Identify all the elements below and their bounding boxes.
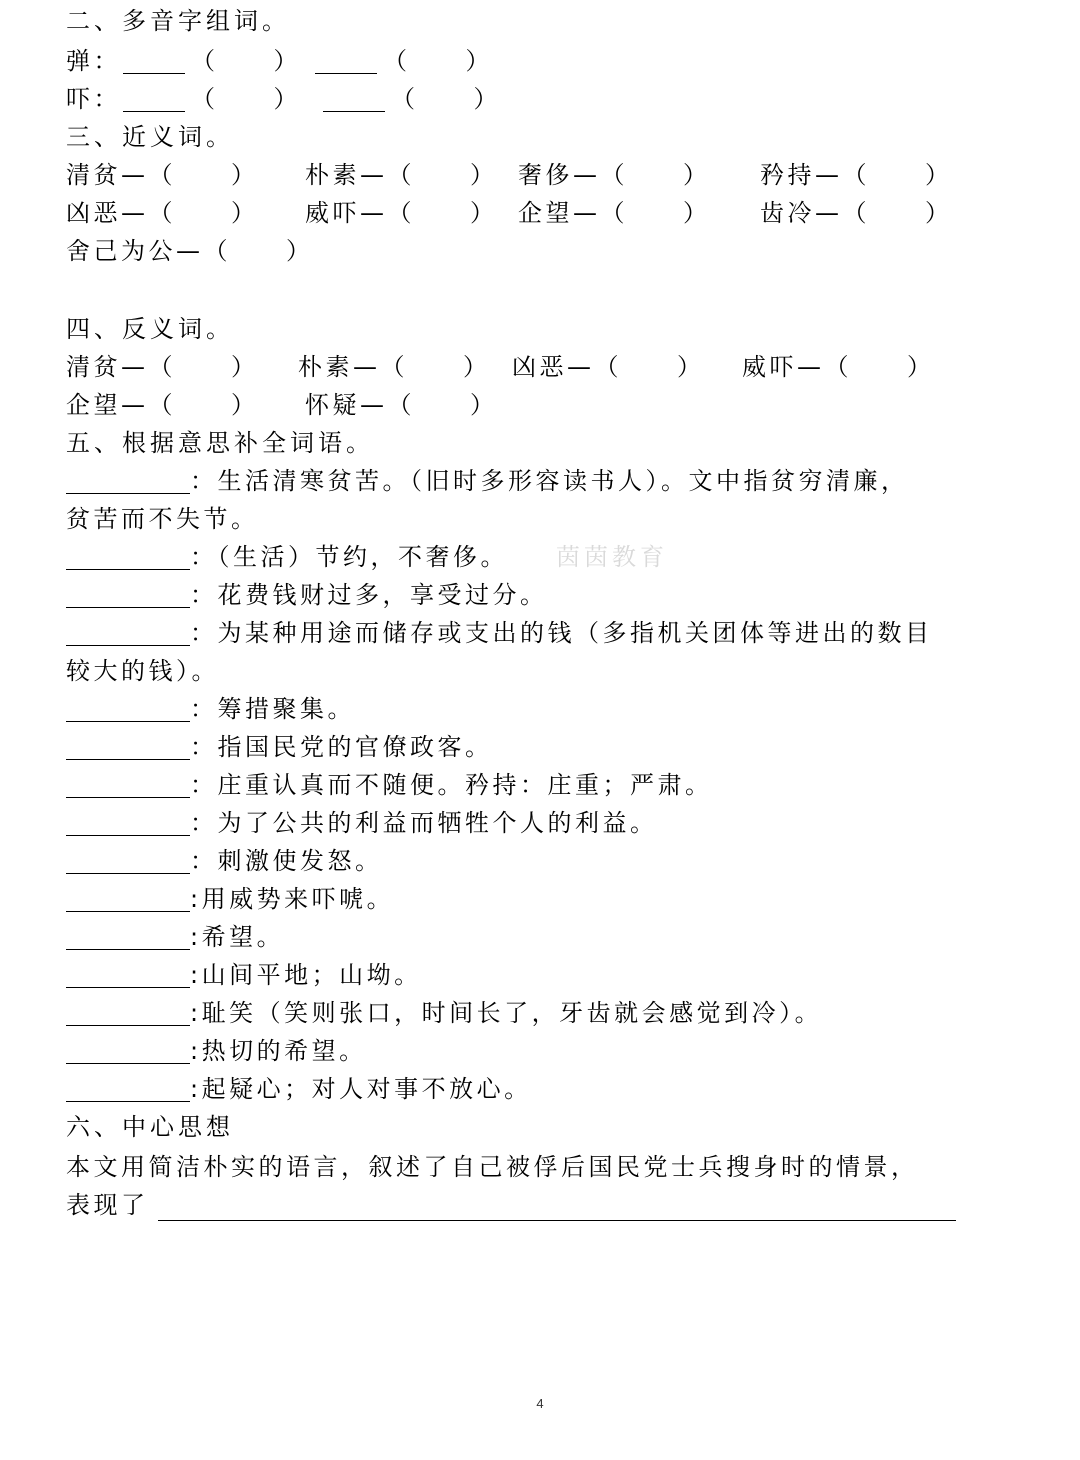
definition-row — [66, 542, 508, 572]
answer-blank[interactable] — [66, 1039, 190, 1064]
definition-row — [66, 884, 394, 914]
antonym-item[interactable]: 怀疑—（ ） — [305, 391, 498, 419]
definition-text: :耻笑（笑则张口，时间长了，牙齿就会感觉到冷）。 — [190, 999, 823, 1027]
definition-row — [66, 960, 422, 990]
answer-paren[interactable]: （ ） — [391, 85, 501, 113]
definition-row — [66, 466, 909, 496]
definition-text: ：指国民党的官僚政客。 — [190, 733, 493, 761]
definition-row — [66, 694, 355, 724]
watermark: 茵茵教育 — [556, 543, 668, 571]
answer-blank[interactable] — [66, 1001, 190, 1026]
synonym-item[interactable]: 凶恶—（ ） — [66, 199, 259, 227]
synonym-item[interactable]: 奢侈—（ ） — [518, 161, 711, 189]
definition-row — [66, 1036, 367, 1066]
definition-row — [66, 846, 383, 876]
definition-row — [66, 580, 548, 610]
synonym-item[interactable]: 清贫—（ ） — [66, 161, 259, 189]
definition-continuation: 贫苦而不失节。 — [66, 505, 259, 533]
definition-text: :热切的希望。 — [190, 1037, 367, 1065]
answer-blank[interactable] — [323, 87, 385, 112]
answer-blank[interactable] — [66, 1077, 190, 1102]
definition-text: ：生活清寒贫苦。（旧时多形容读书人）。文中指贫穷清廉， — [190, 467, 909, 495]
section-2-title: 二、多音字组词。 — [66, 7, 290, 35]
synonym-item[interactable]: 齿冷—（ ） — [760, 199, 953, 227]
answer-paren[interactable]: （ ） — [191, 47, 301, 75]
definition-continuation: 较大的钱）。 — [66, 657, 219, 685]
definition-text: ：（生活）节约，不奢侈。 — [190, 543, 508, 571]
answer-blank[interactable] — [123, 87, 185, 112]
answer-blank[interactable] — [66, 545, 190, 570]
definition-row — [66, 808, 658, 838]
polyphone-label-1: 弹： — [66, 47, 121, 75]
antonym-item[interactable]: 清贫—（ ） — [66, 353, 259, 381]
synonym-item[interactable]: 舍己为公—（ ） — [66, 237, 314, 265]
section-6-title: 六、中心思想 — [66, 1113, 234, 1141]
definition-text: ：刺激使发怒。 — [190, 847, 383, 875]
section-3-title: 三、近义词。 — [66, 123, 234, 151]
answer-blank[interactable] — [66, 621, 190, 646]
answer-blank[interactable] — [123, 49, 185, 74]
definition-text: :希望。 — [190, 923, 285, 951]
answer-blank[interactable] — [66, 735, 190, 760]
definition-text: ：花费钱财过多，享受过分。 — [190, 581, 548, 609]
synonym-item[interactable]: 矜持—（ ） — [760, 161, 953, 189]
answer-blank[interactable] — [66, 849, 190, 874]
definition-row — [66, 998, 822, 1028]
answer-blank[interactable] — [66, 887, 190, 912]
summary-line-1: 本文用简洁朴实的语言，叙述了自己被俘后国民党士兵搜身时的情景， — [66, 1153, 919, 1181]
definition-text: ：筹措聚集。 — [190, 695, 355, 723]
section-4-title: 四、反义词。 — [66, 315, 234, 343]
definition-text: :山间平地；山坳。 — [190, 961, 422, 989]
section-5-title: 五、根据意思补全词语。 — [66, 429, 374, 457]
definition-text: ：庄重认真而不随便。矜持：庄重；严肃。 — [190, 771, 713, 799]
summary-answer-blank[interactable] — [158, 1220, 956, 1221]
definition-row — [66, 770, 713, 800]
definition-text: :用威势来吓唬。 — [190, 885, 395, 913]
answer-blank[interactable] — [66, 469, 190, 494]
polyphone-label-2: 吓： — [66, 85, 121, 113]
answer-blank[interactable] — [66, 925, 190, 950]
page-number: 4 — [536, 1396, 544, 1411]
polyphone-row-2 — [66, 84, 501, 114]
definition-row — [66, 922, 284, 952]
definition-row — [66, 1074, 532, 1104]
answer-paren[interactable]: （ ） — [191, 85, 301, 113]
answer-blank[interactable] — [315, 49, 377, 74]
definition-row — [66, 732, 493, 762]
synonym-item[interactable]: 朴素—（ ） — [305, 161, 498, 189]
synonym-item[interactable]: 威吓—（ ） — [305, 199, 498, 227]
antonym-item[interactable]: 企望—（ ） — [66, 391, 259, 419]
antonym-item[interactable]: 凶恶—（ ） — [512, 353, 705, 381]
answer-blank[interactable] — [66, 697, 190, 722]
answer-paren[interactable]: （ ） — [383, 47, 493, 75]
polyphone-row-1 — [66, 46, 493, 76]
definition-row — [66, 618, 933, 648]
answer-blank[interactable] — [66, 583, 190, 608]
answer-blank[interactable] — [66, 963, 190, 988]
definition-text: :起疑心；对人对事不放心。 — [190, 1075, 532, 1103]
definition-text: ：为某种用途而储存或支出的钱（多指机关团体等进出的数目 — [190, 619, 933, 647]
definition-text: ：为了公共的利益而牺牲个人的利益。 — [190, 809, 658, 837]
synonym-item[interactable]: 企望—（ ） — [518, 199, 711, 227]
answer-blank[interactable] — [66, 773, 190, 798]
antonym-item[interactable]: 朴素—（ ） — [298, 353, 491, 381]
summary-line-2: 表现了 — [66, 1191, 149, 1219]
answer-blank[interactable] — [66, 811, 190, 836]
antonym-item[interactable]: 威吓—（ ） — [742, 353, 935, 381]
